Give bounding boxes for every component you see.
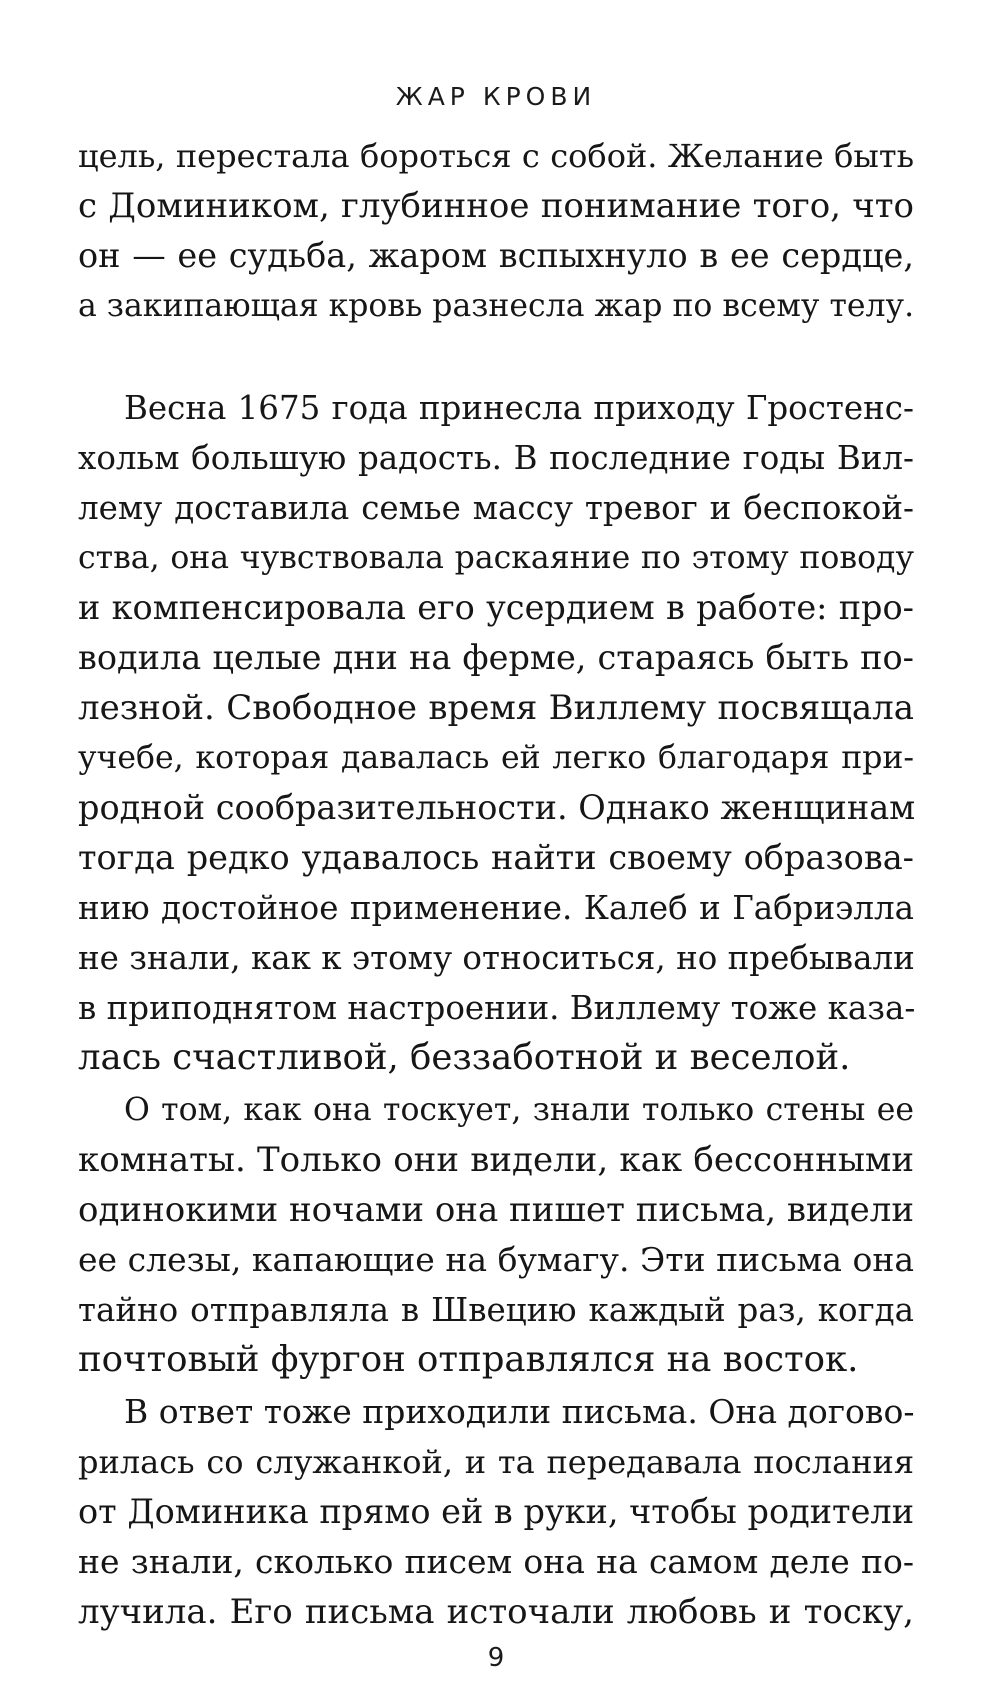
text-line: лему доставила семье массу тревог и беспокой- xyxy=(78,489,914,527)
text-line: и компенсировала его усердием в работе: про- xyxy=(78,588,914,627)
text-line: хольм большую радость. В последние годы Вил- xyxy=(78,439,914,477)
text-line: от Доминика прямо ей в руки, чтобы родители xyxy=(78,1492,915,1531)
text-line: в приподнятом настроении. Виллему тоже каза- xyxy=(78,989,916,1027)
text-line: цель, перестала бороться с собой. Желание быть xyxy=(78,137,914,175)
text-line: тайно отправляла в Швецию каждый раз, когда xyxy=(78,1291,914,1329)
text-line: лезной. Свободное время Виллему посвящала xyxy=(78,688,914,728)
book-page xyxy=(78,0,914,1702)
text-line: О том, как она тоскует, знали только стены ее xyxy=(124,1092,914,1128)
text-line: учебе, которая давалась ей легко благодаря при- xyxy=(78,740,914,776)
text-line: тогда редко удавалось найти своему образова- xyxy=(78,838,914,877)
text-line: он — ее судьба, жаром вспыхнуло в ее сердце, xyxy=(78,236,914,275)
text-line: комнаты. Только они видели, как бессонными xyxy=(78,1140,914,1180)
text-line: с Домиником, глубинное понимание того, что xyxy=(78,186,914,226)
text-line: рилась со служанкой, и та передавала послания xyxy=(78,1443,914,1481)
text-line: лась счастливой, беззаботной и веселой. xyxy=(78,1037,851,1078)
text-line: ства, она чувствовала раскаяние по этому поводу xyxy=(78,540,914,576)
text-line: а закипающая кровь разнесла жар по всему телу. xyxy=(78,288,915,324)
text-line: водила целые дни на ферме, стараясь быть по- xyxy=(78,638,914,677)
text-line: лучила. Его письма источали любовь и тоску, xyxy=(78,1592,914,1632)
text-line: не знали, как к этому относиться, но пребывали xyxy=(78,939,915,977)
text-line: В ответ тоже приходили письма. Она догово- xyxy=(124,1392,915,1431)
text-line: не знали, сколько писем она на самом деле по- xyxy=(78,1542,914,1581)
text-line: Весна 1675 года принесла приходу Гростенс- xyxy=(124,389,914,427)
running-head: ЖАР КРОВИ xyxy=(395,82,597,111)
text-line: ее слезы, капающие на бумагу. Эти письма она xyxy=(78,1240,914,1279)
text-line: нию достойное применение. Калеб и Габриэлла xyxy=(78,889,914,927)
page-number: 9 xyxy=(487,1643,505,1673)
text-line: почтовый фургон отправлялся на восток. xyxy=(78,1339,859,1380)
text-line: родной сообразительности. Однако женщинам xyxy=(78,788,916,827)
text-line: одинокими ночами она пишет письма, видели xyxy=(78,1190,915,1230)
